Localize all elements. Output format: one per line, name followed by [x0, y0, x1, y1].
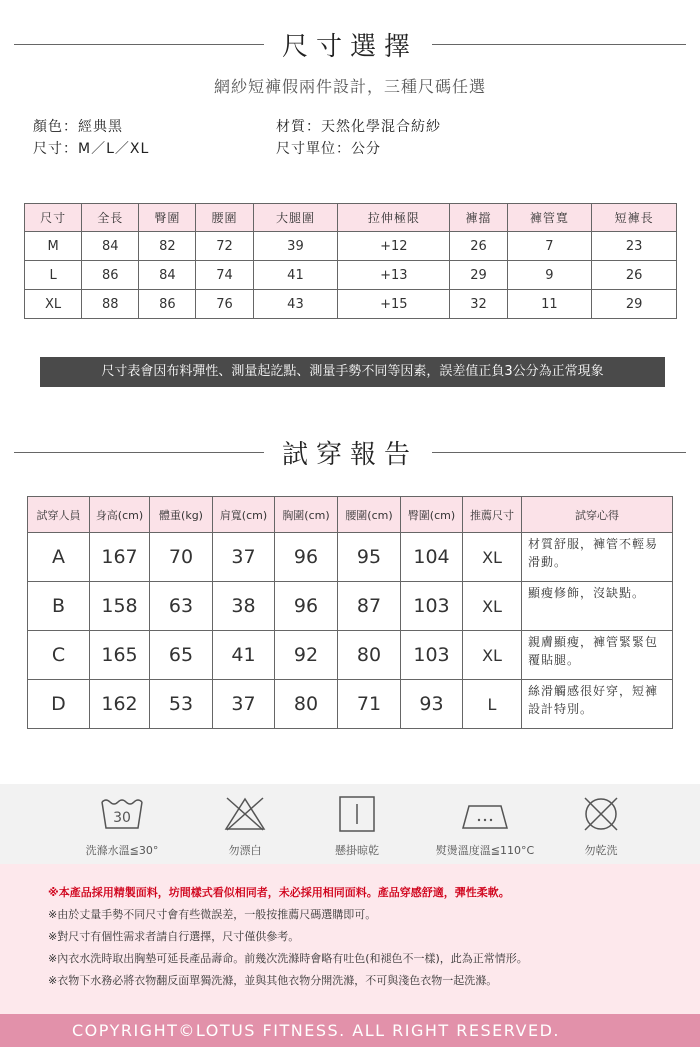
table-cell: 65 [150, 631, 213, 680]
size-table [24, 203, 677, 319]
table-cell: 104 [401, 533, 463, 582]
table-row [28, 582, 673, 631]
size-table-header: 褲擋 [450, 204, 507, 232]
table-cell: 162 [90, 680, 150, 729]
care-label: 勿乾洗 [584, 844, 618, 857]
table-row [25, 261, 677, 290]
table-row [28, 533, 673, 582]
table-cell: 41 [213, 631, 275, 680]
table-cell: 29 [450, 261, 507, 290]
table-cell: D [28, 680, 90, 729]
table-cell: 76 [196, 290, 253, 319]
title-line-right [432, 44, 686, 45]
care-instructions [0, 784, 700, 864]
note-line: ※衣物下水務必將衣物翻反面單獨洗滌，並與其他衣物分開洗滌，不可與淺色衣物一起洗滌。 [48, 974, 498, 987]
table-cell: 63 [150, 582, 213, 631]
table-cell: 103 [401, 631, 463, 680]
note-line: ※由於丈量手勢不同尺寸會有些微誤差，一般按推薦尺碼選購即可。 [48, 908, 377, 921]
table-cell: 88 [82, 290, 139, 319]
copyright-banner: COPYRIGHT©LOTUS FITNESS. ALL RIGHT RESERVED. [0, 1014, 700, 1047]
table-cell: 74 [196, 261, 253, 290]
size-section-header [0, 24, 700, 64]
table-row [25, 290, 677, 319]
table-row [25, 232, 677, 261]
fit-comment: 親膚顯瘦，褲管緊緊包覆貼腿。 [522, 631, 673, 680]
care-label: 洗滌水溫≦30° [85, 844, 159, 857]
no-bleach-icon [221, 794, 269, 834]
sizes-spec: 尺寸：M／L／XL [33, 141, 150, 157]
fit-table-header: 體重(kg) [150, 497, 213, 533]
fit-comment: 顯瘦修飾，沒缺點。 [522, 582, 673, 631]
table-cell: A [28, 533, 90, 582]
fit-section-title: 試穿報告 [281, 440, 418, 470]
fit-table-header: 臀圍(cm) [401, 497, 463, 533]
table-cell: XL [25, 290, 82, 319]
table-cell: 84 [82, 232, 139, 261]
table-cell: 43 [253, 290, 338, 319]
table-cell: 165 [90, 631, 150, 680]
size-table-header: 短褲長 [592, 204, 677, 232]
size-table-header-row [25, 204, 677, 232]
no-dry-clean-icon [577, 794, 625, 834]
table-cell: 70 [150, 533, 213, 582]
table-cell: C [28, 631, 90, 680]
care-label: 懸掛晾乾 [335, 844, 379, 857]
size-table-header: 褲管寬 [507, 204, 592, 232]
note-line: ※對尺寸有個性需求者請自行選擇，尺寸僅供參考。 [48, 930, 300, 943]
fit-comment: 絲滑觸感很好穿，短褲設計特別。 [522, 680, 673, 729]
care-label: 熨燙溫度溫≦110°C [435, 844, 535, 857]
unit-spec: 尺寸單位：公分 [276, 141, 381, 157]
material-spec: 材質：天然化學混合紡紗 [276, 119, 441, 135]
table-cell: 39 [253, 232, 338, 261]
wash-temp-number: 30 [113, 810, 131, 826]
table-cell: 37 [213, 680, 275, 729]
size-table-header: 全長 [82, 204, 139, 232]
table-cell: 9 [507, 261, 592, 290]
table-cell: 82 [139, 232, 196, 261]
table-cell: B [28, 582, 90, 631]
table-cell: 80 [275, 680, 338, 729]
care-item-wash [67, 794, 177, 858]
care-item-dry-clean [546, 794, 656, 858]
table-cell: 95 [338, 533, 401, 582]
table-cell: 7 [507, 232, 592, 261]
fit-table-header: 胸圍(cm) [275, 497, 338, 533]
table-row [28, 680, 673, 729]
fit-table-header: 肩寬(cm) [213, 497, 275, 533]
fit-report-table [27, 496, 673, 729]
table-cell: 32 [450, 290, 507, 319]
table-cell: +15 [338, 290, 450, 319]
size-table-header: 臀圍 [139, 204, 196, 232]
size-table-header: 大腿圍 [253, 204, 338, 232]
table-cell: 92 [275, 631, 338, 680]
table-cell: L [25, 261, 82, 290]
table-cell: 26 [592, 261, 677, 290]
table-cell: 29 [592, 290, 677, 319]
table-cell: 41 [253, 261, 338, 290]
table-cell: 80 [338, 631, 401, 680]
table-cell: 72 [196, 232, 253, 261]
table-row [28, 631, 673, 680]
fit-table-header: 推薦尺寸 [463, 497, 522, 533]
fit-table-header: 身高(cm) [90, 497, 150, 533]
care-label: 勿漂白 [228, 844, 262, 857]
table-cell: 93 [401, 680, 463, 729]
table-cell: 38 [213, 582, 275, 631]
table-cell: +13 [338, 261, 450, 290]
care-item-hang-dry [302, 794, 412, 858]
fit-table-header: 試穿人員 [28, 497, 90, 533]
fit-table-header-row [28, 497, 673, 533]
wash-30-icon [98, 794, 146, 834]
table-cell: L [463, 680, 522, 729]
product-notes [0, 864, 700, 1014]
fabric-highlight-note: ※本產品採用精製面料，坊間樣式看似相同者，未必採用相同面料。產品穿感舒適，彈性柔軟。 [48, 886, 510, 899]
table-cell: XL [463, 631, 522, 680]
table-cell: 84 [139, 261, 196, 290]
care-item-iron [430, 794, 540, 858]
table-cell: 86 [139, 290, 196, 319]
table-cell: 96 [275, 582, 338, 631]
fit-comment: 材質舒服，褲管不輕易滑動。 [522, 533, 673, 582]
care-item-bleach [190, 794, 300, 858]
color-spec: 顏色：經典黑 [33, 119, 123, 135]
table-cell: 103 [401, 582, 463, 631]
fit-section-header [0, 432, 700, 472]
table-cell: 71 [338, 680, 401, 729]
iron-icon [457, 794, 513, 834]
table-cell: 167 [90, 533, 150, 582]
table-cell: M [25, 232, 82, 261]
table-cell: 26 [450, 232, 507, 261]
size-section-subtitle: 網紗短褲假兩件設計，三種尺碼任選 [213, 77, 486, 96]
table-cell: 53 [150, 680, 213, 729]
size-table-header: 尺寸 [25, 204, 82, 232]
table-cell: 158 [90, 582, 150, 631]
size-section-title: 尺寸選擇 [281, 32, 418, 62]
title-line-right [432, 452, 686, 453]
table-cell: +12 [338, 232, 450, 261]
fit-table-header: 腰圍(cm) [338, 497, 401, 533]
size-table-header: 拉伸極限 [338, 204, 450, 232]
table-cell: 87 [338, 582, 401, 631]
table-cell: 11 [507, 290, 592, 319]
note-line: ※內衣水洗時取出胸墊可延長產品壽命。前幾次洗滌時會略有吐色(和褪色不一樣)，此為正常情形。 [48, 952, 528, 965]
fit-table-header: 試穿心得 [522, 497, 673, 533]
size-table-header: 腰圍 [196, 204, 253, 232]
size-tolerance-notice: 尺寸表會因布料彈性、測量起訖點、測量手勢不同等因素，誤差值正負3公分為正常現象 [40, 357, 665, 387]
table-cell: 96 [275, 533, 338, 582]
table-cell: XL [463, 533, 522, 582]
table-cell: 86 [82, 261, 139, 290]
table-cell: XL [463, 582, 522, 631]
table-cell: 37 [213, 533, 275, 582]
table-cell: 23 [592, 232, 677, 261]
hang-dry-icon [333, 794, 381, 834]
